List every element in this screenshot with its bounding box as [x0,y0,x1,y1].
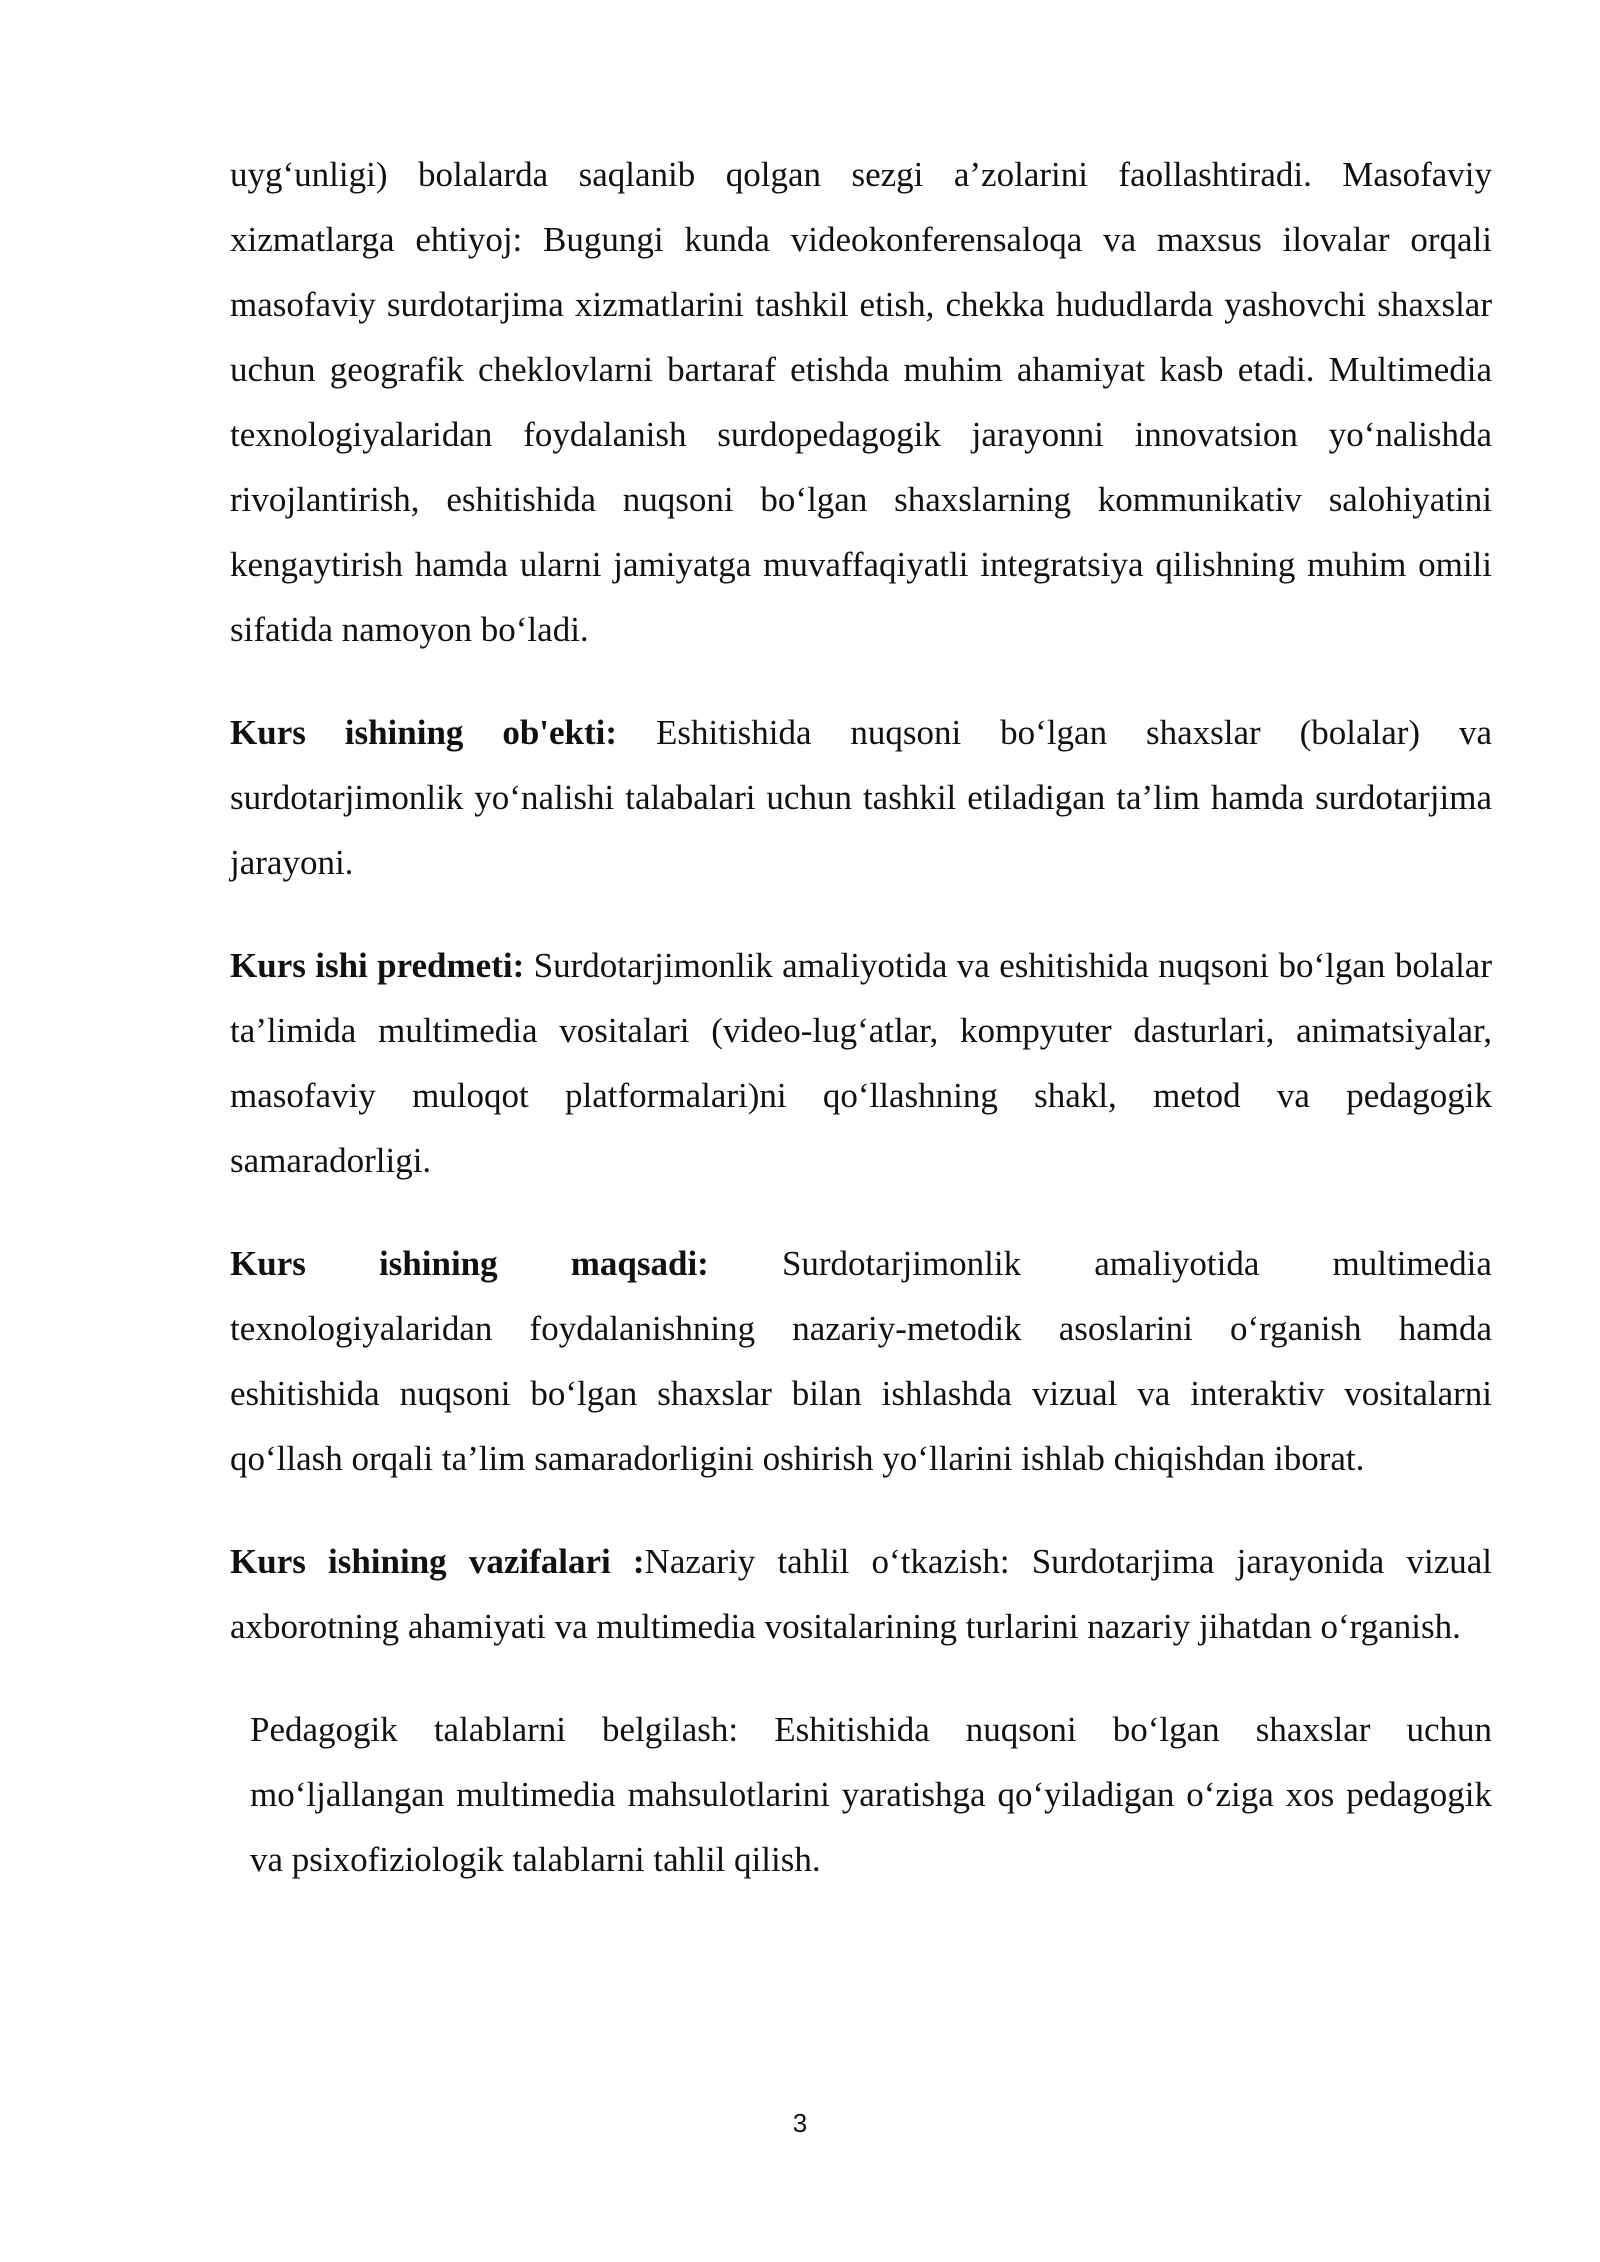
object-label: Kurs ishining ob'ekti: [230,713,618,752]
goal-text: texnologiyalaridan foydalanishning nazariy-metodik asoslarini o‘rganish hamda eshitishida nuqsoni bo‘lgan shaxslar bilan ishlashda vizual va interaktiv vositalarni qo‘llash orqali ta’lim samaradorligini oshirish yo‘llarini ishlab chiqishdan iborat. [230,1309,1492,1478]
tasks-text: Nazariy tahlil o‘tkazish: Surdotarjima jarayonida vizual axborotning ahamiyati va multimedia vositalarining turlarini nazariy jihatdan o‘rganish. [230,1542,1492,1646]
tasks-label: Kurs ishining vazifalari : [230,1542,645,1581]
goal-text-word: multimedia [1332,1244,1492,1283]
page-number: 3 [792,2108,808,2138]
tasks-paragraph [230,1529,1492,1659]
subject-label: Kurs ishi predmeti: [230,946,525,985]
goal-first-line [230,1231,1492,1296]
page-content [230,142,1492,1892]
goal-paragraph [230,1231,1492,1491]
object-text: Eshitishida nuqsoni bo‘lgan shaxslar (bolalar) va surdotarjimonlik yo‘nalishi talabalari uchun tashkil etiladigan ta’lim hamda surdotarjima jarayoni. [230,713,1492,882]
goal-text-word: Surdotarjimonlik [781,1244,1022,1283]
pedagogical-requirements-paragraph: Pedagogik talablarni belgilash: Eshitishida nuqsoni bo‘lgan shaxslar uchun mo‘ljallangan multimedia mahsulotlarini yaratishga qo‘yiladigan o‘ziga xos pedagogik va psixofiziologik talablarni tahlil qilish. [250,1710,1492,1879]
goal-label-word: Kurs [230,1244,306,1283]
goal-label-word: ishining [378,1244,498,1283]
subject-text: Surdotarjimonlik amaliyotida va eshitishida nuqsoni bo‘lgan bolalar ta’limida multimedia vositalari (video-lug‘atlar, kompyuter dasturlari, animatsiyalar, masofaviy muloqot platformalari)ni qo‘llashning shakl, metod va pedagogik samaradorligi. [230,946,1492,1180]
subject-paragraph [230,933,1492,1193]
intro-paragraph: uyg‘unligi) bolalarda saqlanib qolgan sezgi a’zolarini faollashtiradi. Masofaviy xizmatlarga ehtiyoj: Bugungi kunda videokonferensaloqa va maxsus ilovalar orqali masofaviy surdotarjima xizmatlarini tashkil etish, chekka hududlarda yashovchi shaxslar uchun geografik cheklovlarni bartaraf etishda muhim ahamiyat kasb etadi. Multimedia texnologiyalaridan foydalanish surdopedagogik jarayonni innovatsion yo‘nalishda rivojlantirish, eshitishida nuqsoni bo‘lgan shaxslarning kommunikativ salohiyatini kengaytirish hamda ularni jamiyatga muvaffaqiyatli integratsiya qilishning muhim omili sifatida namoyon bo‘ladi. [230,155,1492,649]
goal-label-word: maqsadi: [570,1244,709,1283]
goal-text-word: amaliyotida [1094,1244,1260,1283]
object-paragraph [230,700,1492,895]
